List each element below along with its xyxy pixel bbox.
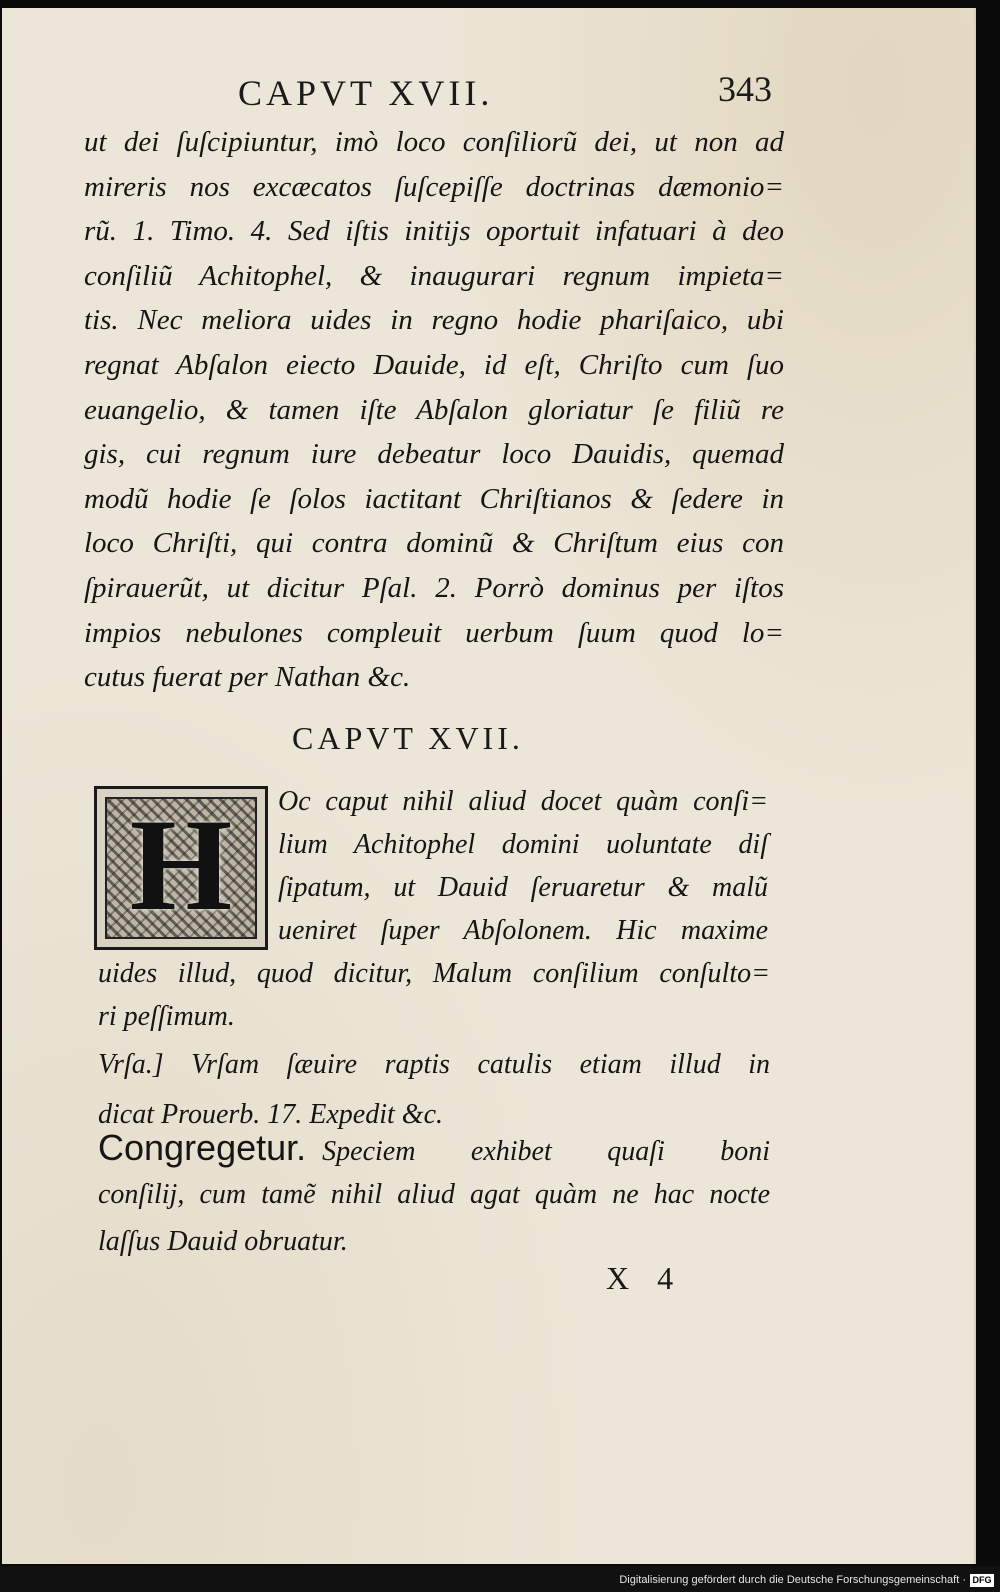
- decorated-initial: [94, 786, 268, 950]
- text-line: ueniret ſuper Abſolonem. Hic maxime: [278, 915, 768, 946]
- text-line: regnat Abſalon eiecto Dauide, id eſt, Chriſto cum ſuo: [84, 348, 784, 381]
- congregetur-commentary: [98, 1124, 770, 1265]
- text-line: gis, cui regnum iure debeatur loco Dauidis, quemad: [84, 438, 784, 471]
- dfg-logo: DFG: [970, 1574, 994, 1587]
- text-line: mireris nos excæcatos ſuſcepiſſe doctrinas dæmonio=: [84, 170, 784, 203]
- chapter-opening-text: [278, 780, 768, 952]
- text-line: loco Chriſti, qui contra dominũ & Chriſtum eius con: [84, 527, 784, 560]
- text-line: ſpirauerũt, ut dicitur Pſal. 2. Porrò dominus per iſtos: [84, 571, 784, 604]
- chapter-heading: CAPVT XVII.: [292, 720, 524, 756]
- funding-credit: Digitalisierung gefördert durch die Deutsche Forschungsgemeinschaft ·: [619, 1574, 966, 1586]
- text-line: tis. Nec meliora uides in regno hodie phariſaico, ubi: [84, 304, 784, 337]
- text-line: ri peſſimum.: [98, 1001, 235, 1032]
- text-line: uides illud, quod dicitur, Malum conſilium conſulto=: [98, 958, 770, 989]
- text-line: ut dei ſuſcipiuntur, imò loco conſiliorũ dei, ut non ad: [84, 126, 784, 158]
- text-line: lium Achitophel domini uoluntate diſ: [278, 829, 768, 860]
- text-line: euangelio, & tamen iſte Abſalon gloriatur ſe filiũ re: [84, 393, 784, 426]
- text-line: Oc caput nihil aliud docet quàm conſi=: [278, 786, 768, 817]
- text-line: cutus fuerat per Nathan &c.: [84, 661, 411, 694]
- footer-bar: [0, 1566, 1000, 1592]
- book-page: [2, 8, 976, 1564]
- lemma-keyword: Congregetur.: [98, 1127, 307, 1168]
- text-line: ſipatum, ut Dauid ſeruaretur & malũ: [278, 872, 768, 903]
- text-line: rũ. 1. Timo. 4. Sed iſtis initijs oportuit infatuari à deo: [84, 215, 784, 248]
- initial-letter: H: [129, 791, 233, 938]
- text-line: modũ hodie ſe ſolos iactitant Chriſtianos & ſedere in: [84, 482, 784, 515]
- text-line: Vrſa.] Vrſam ſæuire raptis catulis etiam illud in: [98, 1049, 770, 1080]
- chapter-continuation-text: [98, 952, 770, 1038]
- body-text: [84, 120, 784, 700]
- page-number: 343: [718, 69, 772, 109]
- text-line: dicat Prouerb. 17. Expedit &c.: [98, 1099, 443, 1130]
- text-line: laſſus Dauid obruatur.: [98, 1226, 348, 1257]
- text-line: conſilij, cum tamẽ nihil aliud agat quàm ne hac nocte: [98, 1179, 770, 1210]
- text-line: [98, 1124, 770, 1171]
- text-line-content: Speciem exhibet quaſi boni: [322, 1136, 770, 1167]
- text-line: impios nebulones compleuit uerbum ſuum quod lo=: [84, 616, 784, 649]
- text-line: conſiliũ Achitophel, & inaugurari regnum impieta=: [84, 259, 784, 292]
- running-head: CAPVT XVII.: [238, 73, 494, 113]
- signature-mark: X 4: [606, 1260, 684, 1296]
